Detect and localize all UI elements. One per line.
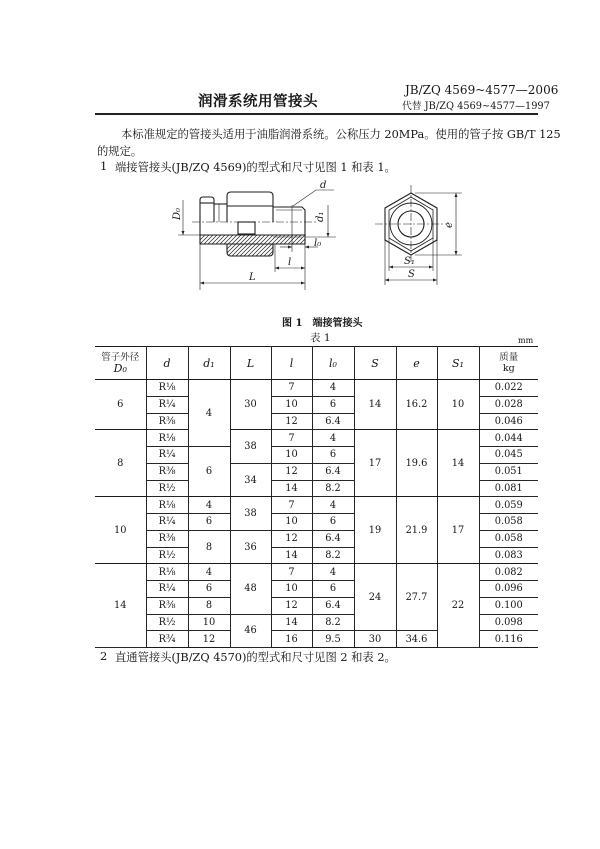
cell-l: 10 bbox=[271, 581, 312, 598]
cell-l0: 6.4 bbox=[312, 597, 354, 614]
cell-l: 10 bbox=[271, 396, 312, 413]
cell-S1: 10 bbox=[437, 380, 479, 430]
cell-l0: 4 bbox=[312, 380, 354, 397]
label-e: e bbox=[444, 222, 455, 228]
cell-d1: 6 bbox=[188, 514, 230, 531]
cell-L: 36 bbox=[230, 530, 271, 564]
cell-d: R⅛ bbox=[146, 380, 188, 397]
cell-l0: 6.4 bbox=[312, 530, 354, 547]
cell-d: R¾ bbox=[146, 631, 188, 648]
cell-mass: 0.083 bbox=[479, 547, 538, 564]
cell-d: R⅛ bbox=[146, 497, 188, 514]
cell-L: 38 bbox=[230, 497, 271, 531]
cell-d: R⅛ bbox=[146, 564, 188, 581]
cell-l0: 8.2 bbox=[312, 614, 354, 631]
cell-l: 16 bbox=[271, 631, 312, 648]
cell-S1: 22 bbox=[437, 564, 479, 648]
table-1-caption: 表 1 bbox=[310, 332, 331, 344]
table-row bbox=[95, 380, 538, 397]
cell-L: 30 bbox=[230, 380, 271, 430]
cell-mass: 0.051 bbox=[479, 463, 538, 480]
cell-l: 12 bbox=[271, 530, 312, 547]
cell-S: 30 bbox=[354, 631, 396, 648]
label-S: S bbox=[408, 269, 415, 280]
cell-l: 10 bbox=[271, 447, 312, 464]
cell-d: R¼ bbox=[146, 581, 188, 598]
table-1-unit: mm bbox=[518, 336, 534, 345]
figure-1-drawing bbox=[140, 175, 480, 305]
label-l0: l₀ bbox=[314, 238, 322, 249]
cell-L: 34 bbox=[230, 463, 271, 497]
cell-l0: 4 bbox=[312, 430, 354, 447]
cell-l0: 9.5 bbox=[312, 631, 354, 648]
intro-line-2: 的规定。 bbox=[97, 145, 143, 158]
cell-e: 34.6 bbox=[396, 631, 437, 648]
cell-D0: 10 bbox=[95, 497, 146, 564]
cell-mass: 0.081 bbox=[479, 480, 538, 497]
cell-d: R½ bbox=[146, 547, 188, 564]
header-mass-unit: kg bbox=[502, 363, 515, 374]
table-1 bbox=[95, 346, 538, 648]
header-L: L bbox=[230, 347, 271, 380]
cell-d: R¼ bbox=[146, 396, 188, 413]
cell-d: R⅜ bbox=[146, 530, 188, 547]
cell-l0: 6.4 bbox=[312, 463, 354, 480]
cell-l: 14 bbox=[271, 547, 312, 564]
cell-l: 12 bbox=[271, 413, 312, 430]
header-D0-cn: 管子外径 bbox=[101, 351, 140, 363]
cell-d1: 4 bbox=[188, 497, 230, 514]
cell-l0: 6 bbox=[312, 396, 354, 413]
table-row bbox=[95, 497, 538, 514]
header-mass-cn: 质量 bbox=[499, 352, 519, 363]
cell-mass: 0.044 bbox=[479, 430, 538, 447]
label-d: d bbox=[320, 180, 327, 191]
cell-l: 12 bbox=[271, 463, 312, 480]
cell-l: 7 bbox=[271, 564, 312, 581]
cell-L: 38 bbox=[230, 430, 271, 464]
header-D0-symbol: D₀ bbox=[113, 361, 127, 375]
cell-d: R¼ bbox=[146, 514, 188, 531]
cell-mass: 0.098 bbox=[479, 614, 538, 631]
header-l: l bbox=[271, 347, 312, 380]
cell-mass: 0.116 bbox=[479, 631, 538, 648]
header-rule bbox=[95, 113, 538, 115]
cell-l0: 4 bbox=[312, 497, 354, 514]
table-header-row bbox=[95, 347, 538, 380]
cell-l0: 4 bbox=[312, 564, 354, 581]
cell-mass: 0.100 bbox=[479, 597, 538, 614]
header-l0: l₀ bbox=[312, 347, 354, 380]
table-row bbox=[95, 564, 538, 581]
cell-l0: 8.2 bbox=[312, 480, 354, 497]
header-D0 bbox=[95, 347, 146, 380]
cell-l0: 6 bbox=[312, 514, 354, 531]
cell-D0: 6 bbox=[95, 380, 146, 430]
cell-mass: 0.059 bbox=[479, 497, 538, 514]
cell-e: 27.7 bbox=[396, 564, 437, 631]
cell-d: R⅛ bbox=[146, 430, 188, 447]
cell-S: 17 bbox=[354, 430, 396, 497]
cell-d: R⅜ bbox=[146, 597, 188, 614]
standard-number: JB/ZQ 4569~4577—2006 bbox=[405, 83, 559, 97]
cell-e: 19.6 bbox=[396, 430, 437, 497]
intro-line-1: 本标准规定的管接头适用于油脂润滑系统。公称压力 20MPa。使用的管子按 GB/T 125 bbox=[121, 128, 561, 141]
label-l: l bbox=[288, 257, 292, 268]
table-row bbox=[95, 430, 538, 447]
hex-end-view bbox=[375, 185, 447, 262]
header-mass bbox=[479, 347, 538, 380]
cell-l0: 6 bbox=[312, 581, 354, 598]
cell-D0: 8 bbox=[95, 430, 146, 497]
cell-d1: 4 bbox=[188, 564, 230, 581]
label-d1: d₁ bbox=[315, 211, 326, 222]
cell-d: R½ bbox=[146, 480, 188, 497]
cell-l: 12 bbox=[271, 597, 312, 614]
cell-l: 14 bbox=[271, 614, 312, 631]
cell-l: 7 bbox=[271, 380, 312, 397]
section-1-number: 1 bbox=[100, 159, 108, 173]
page-title: 润滑系统用管接头 bbox=[198, 93, 318, 110]
cell-mass: 0.028 bbox=[479, 396, 538, 413]
cell-S: 24 bbox=[354, 564, 396, 631]
cell-l: 7 bbox=[271, 430, 312, 447]
cell-mass: 0.022 bbox=[479, 380, 538, 397]
cell-S1: 14 bbox=[437, 430, 479, 497]
cell-S: 19 bbox=[354, 497, 396, 564]
header-d1: d₁ bbox=[188, 347, 230, 380]
header-d: d bbox=[146, 347, 188, 380]
cell-d1: 8 bbox=[188, 597, 230, 614]
cell-mass: 0.045 bbox=[479, 447, 538, 464]
figure-1-caption: 图 1 端接管接头 bbox=[282, 318, 363, 329]
cell-l0: 6 bbox=[312, 447, 354, 464]
section-2-text: 直通管接头(JB/ZQ 4570)的型式和尺寸见图 2 和表 2。 bbox=[115, 651, 396, 664]
cell-d1: 8 bbox=[188, 530, 230, 564]
cell-e: 16.2 bbox=[396, 380, 437, 430]
cell-d1: 10 bbox=[188, 614, 230, 631]
cell-l: 7 bbox=[271, 497, 312, 514]
cell-d1: 12 bbox=[188, 631, 230, 648]
label-L: L bbox=[249, 272, 256, 283]
cell-mass: 0.096 bbox=[479, 581, 538, 598]
cell-mass: 0.058 bbox=[479, 514, 538, 531]
cell-d1: 6 bbox=[188, 447, 230, 497]
cell-d1: 6 bbox=[188, 581, 230, 598]
header-S1: S₁ bbox=[437, 347, 479, 380]
cell-D0: 14 bbox=[95, 564, 146, 648]
cell-d1: 4 bbox=[188, 380, 230, 447]
cell-l: 10 bbox=[271, 514, 312, 531]
cell-mass: 0.058 bbox=[479, 530, 538, 547]
cell-mass: 0.082 bbox=[479, 564, 538, 581]
cell-l0: 8.2 bbox=[312, 547, 354, 564]
cell-mass: 0.046 bbox=[479, 413, 538, 430]
cell-d: R⅜ bbox=[146, 413, 188, 430]
cell-l: 14 bbox=[271, 480, 312, 497]
label-S1: S₁ bbox=[404, 256, 415, 267]
cell-d: R⅜ bbox=[146, 463, 188, 480]
cell-l0: 6.4 bbox=[312, 413, 354, 430]
cell-L: 48 bbox=[230, 564, 271, 614]
cell-d: R¼ bbox=[146, 447, 188, 464]
header-S: S bbox=[354, 347, 396, 380]
header-e: e bbox=[396, 347, 437, 380]
section-1-text: 端接管接头(JB/ZQ 4569)的型式和尺寸见图 1 和表 1。 bbox=[115, 161, 396, 174]
cell-S: 14 bbox=[354, 380, 396, 430]
cell-d: R½ bbox=[146, 614, 188, 631]
cell-e: 21.9 bbox=[396, 497, 437, 564]
cell-L: 46 bbox=[230, 614, 271, 648]
replaces-standard: 代替 JB/ZQ 4569~4577—1997 bbox=[402, 101, 550, 112]
section-2-number: 2 bbox=[100, 649, 108, 663]
cell-S1: 17 bbox=[437, 497, 479, 564]
label-D0: D₀ bbox=[172, 207, 183, 220]
